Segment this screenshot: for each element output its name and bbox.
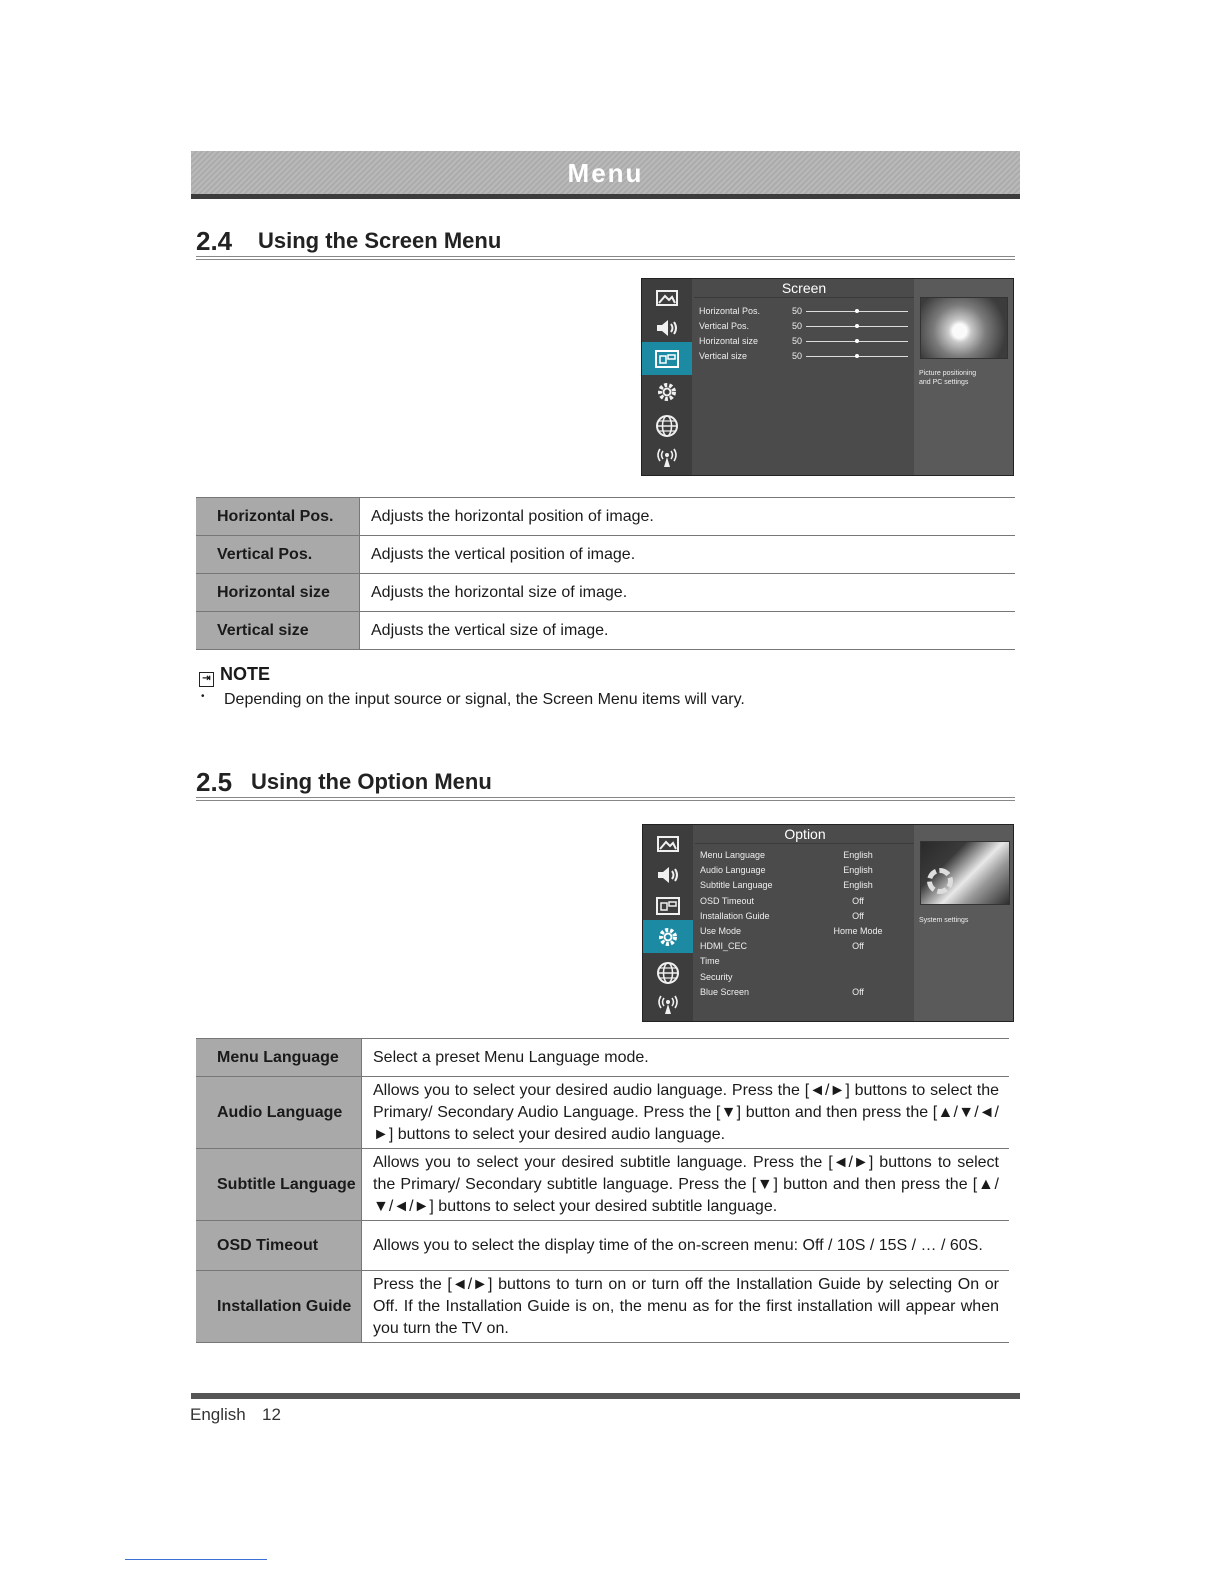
option-menu-item[interactable]: OSD Timeout (700, 895, 755, 906)
option-menu-value: English (843, 865, 873, 876)
section-2-4-heading (196, 226, 1015, 260)
picture-icon (643, 827, 693, 860)
row-description: Allows you to select your desired audio language. Press the [◄/►] buttons to select the Primary/ Secondary Audio Language. Press the [▼] button and then press the [▲/▼/◄/►] buttons to select your desired audio language. (362, 1077, 1010, 1149)
row-label: Vertical Pos. (196, 536, 360, 574)
slider-knob[interactable] (855, 354, 859, 358)
row-label: Subtitle Language (196, 1149, 362, 1221)
menu-banner (191, 151, 1020, 199)
option-menu-value: English (843, 850, 873, 860)
screen-menu-item[interactable]: Horizontal Pos. (699, 306, 761, 316)
option-menu-item[interactable]: Subtitle Language (700, 880, 773, 891)
table-row (196, 1039, 1009, 1077)
screen-menu-value: 50 (792, 336, 803, 346)
option-menu-item[interactable]: Menu Language (700, 850, 766, 860)
row-label: Menu Language (196, 1039, 362, 1077)
row-description: Select a preset Menu Language mode. (362, 1039, 1010, 1077)
section-2-5-heading (196, 767, 1015, 801)
option-description-table (196, 1038, 1009, 1343)
row-description: Press the [◄/►] buttons to turn on or turn off the Installation Guide by selecting On or Off. If the Installation Guide is on, the menu as for the first installation will appear when you turn the TV on. (362, 1271, 1010, 1343)
table-row (196, 1077, 1009, 1149)
row-label: Horizontal size (196, 574, 360, 612)
globe-icon (642, 409, 692, 442)
flower-thumbnail (920, 297, 1008, 359)
option-menu-value (813, 954, 903, 968)
row-description: Adjusts the vertical position of image. (360, 536, 1016, 574)
table-row (196, 498, 1015, 536)
table-row (196, 612, 1015, 650)
option-menu-value: Home Mode (833, 926, 883, 936)
screen-menu-item[interactable]: Horizontal size (699, 336, 759, 346)
value-slider[interactable] (806, 311, 908, 312)
row-label: Vertical size (196, 612, 360, 650)
row-description: Adjusts the horizontal size of image. (360, 574, 1016, 612)
row-label: Installation Guide (196, 1271, 362, 1343)
note-text: Depending on the input source or signal, the Screen Menu items will vary. (224, 691, 745, 708)
antenna-icon (642, 441, 692, 474)
option-menu-item[interactable]: Audio Language (700, 865, 766, 876)
row-label: Horizontal Pos. (196, 498, 360, 536)
antenna-icon (643, 988, 693, 1021)
side-text-line: System settings (919, 917, 969, 924)
option-menu-item[interactable]: Time (700, 956, 720, 967)
screen-description-table (196, 497, 1015, 650)
section-title: Using the Screen Menu (258, 228, 502, 253)
value-slider[interactable] (806, 356, 908, 357)
row-description: Adjusts the horizontal position of image. (360, 498, 1016, 536)
row-label: Audio Language (196, 1077, 362, 1149)
menu-icon-column (643, 825, 693, 1021)
table-row (196, 536, 1015, 574)
option-menu-value (813, 970, 903, 984)
option-menu-item[interactable]: Use Mode (700, 926, 742, 936)
screen-menu-value: 50 (792, 306, 803, 316)
section-title: Using the Option Menu (251, 769, 492, 794)
screen-menu-value: 50 (792, 321, 803, 331)
option-menu-item[interactable]: Blue Screen (700, 986, 750, 997)
row-description: Allows you to select the display time of the on-screen menu: Off / 10S / 15S / … / 60S. (362, 1221, 1010, 1271)
value-slider[interactable] (806, 326, 908, 327)
gear-icon (927, 868, 953, 894)
option-menu-value: Off (852, 941, 864, 952)
option-menu-osd (642, 824, 1014, 1022)
row-label: OSD Timeout (196, 1221, 362, 1271)
slider-knob[interactable] (855, 324, 859, 328)
option-menu-value: Off (852, 910, 864, 921)
note-icon: ⇥ (199, 672, 214, 687)
option-menu-value: Off (852, 986, 864, 997)
section-number: 2.4 (196, 226, 233, 256)
screen-menu-item[interactable]: Vertical size (699, 351, 748, 361)
system-thumbnail (920, 841, 1010, 905)
option-menu-value: English (843, 880, 873, 891)
screen-menu-item[interactable]: Vertical Pos. (699, 321, 750, 331)
table-row (196, 574, 1015, 612)
value-slider[interactable] (806, 341, 908, 342)
screen-menu-value: 50 (792, 351, 803, 361)
screen-icon (643, 889, 693, 922)
globe-icon (643, 956, 693, 989)
option-menu-value: Off (852, 895, 864, 906)
bottom-divider (125, 1559, 267, 1560)
table-row (196, 1271, 1009, 1343)
slider-knob[interactable] (855, 309, 859, 313)
side-text-line: Picture positioning (919, 370, 977, 377)
slider-knob[interactable] (855, 339, 859, 343)
page-number: 12 (262, 1405, 281, 1424)
footer-language: English (190, 1405, 246, 1424)
note-heading (199, 664, 270, 686)
menu-icon-column (642, 279, 692, 475)
sound-icon (642, 311, 692, 344)
side-text-line: and PC settings (919, 379, 969, 386)
note-title: NOTE (220, 664, 271, 684)
table-row (196, 1149, 1009, 1221)
footer-rule (191, 1393, 1020, 1399)
screen-menu-osd (641, 278, 1014, 476)
note-bullet: • (201, 691, 205, 702)
option-menu-header: Option (695, 825, 915, 844)
option-menu-item[interactable]: HDMI_CEC (700, 941, 748, 952)
option-menu-side-panel (914, 825, 1013, 1021)
settings-gear-icon[interactable] (643, 920, 693, 953)
row-description: Allows you to select your desired subtitle language. Press the [◄/►] buttons to select the Primary/ Secondary subtitle language. Press the [▼] button and then press the [▲/▼/◄/►] buttons to select your desired subtitle language. (362, 1149, 1010, 1221)
picture-icon (642, 281, 692, 314)
option-menu-item[interactable]: Security (700, 971, 733, 982)
section-number: 2.5 (196, 767, 233, 797)
option-menu-item[interactable]: Installation Guide (700, 910, 770, 921)
table-row (196, 1221, 1009, 1271)
banner-title: Menu (567, 158, 644, 188)
row-description: Adjusts the vertical size of image. (360, 612, 1016, 650)
screen-menu-header: Screen (694, 279, 914, 298)
screen-menu-side-panel (914, 279, 1013, 475)
settings-gear-icon (642, 375, 692, 408)
screen-icon[interactable] (642, 342, 692, 375)
sound-icon (643, 858, 693, 891)
